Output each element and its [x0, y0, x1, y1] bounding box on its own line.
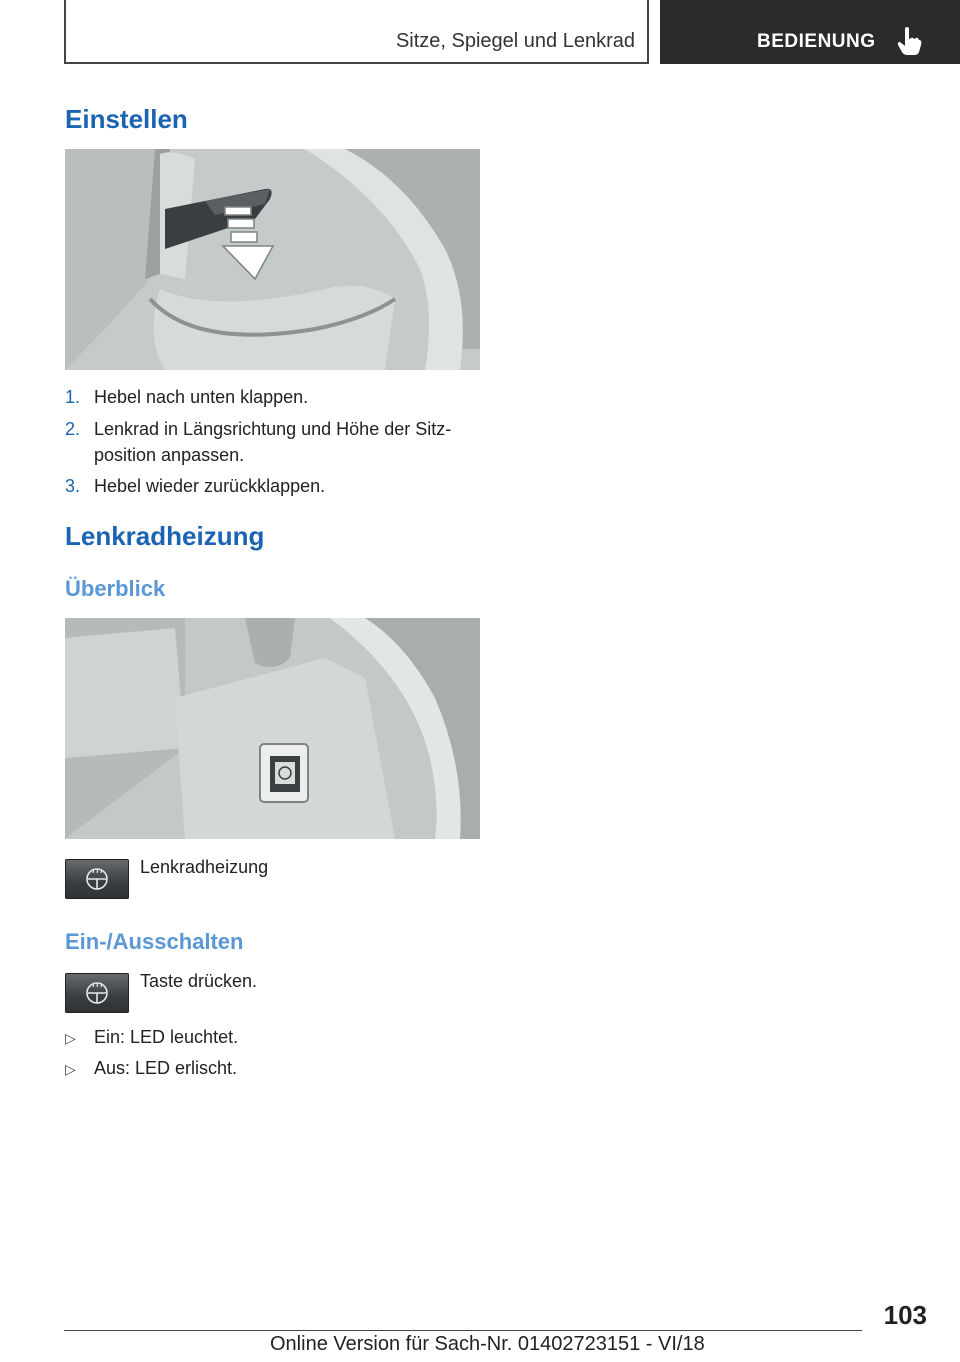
pointing-hand-icon [896, 26, 922, 56]
steering-wheel-heat-icon [85, 981, 109, 1005]
heading-lenkradheizung: Lenkradheizung [65, 521, 265, 551]
triangle-bullet-icon: ▷ [65, 1061, 76, 1077]
header-section-title: Sitze, Spiegel und Lenkrad [395, 30, 635, 52]
header-section-tab [64, 0, 649, 64]
switch-instruction: Taste drücken. [140, 971, 258, 991]
steering-wheel-heating-button-image-2 [65, 973, 129, 1013]
steering-wheel-heat-icon [85, 867, 109, 891]
triangle-bullet-icon: ▷ [65, 1030, 76, 1046]
photo-steering-column-button [65, 618, 480, 839]
header-chapter-tab [660, 0, 960, 64]
heading-ueberblick: Überblick [65, 576, 166, 601]
steering-wheel-heating-button-image [65, 859, 129, 899]
page-number: 103 [883, 1300, 927, 1330]
footer-divider [64, 1330, 862, 1331]
button-caption: Lenkradheizung [140, 857, 269, 877]
photo-steering-lever [65, 149, 480, 370]
heading-einstellen: Einstellen [65, 104, 188, 134]
footer-version-text: Online Version für Sach-Nr. 01402723151 - VI/18 [270, 1333, 705, 1355]
header-chapter-title: BEDIENUNG [757, 31, 876, 52]
heading-ein-ausschalten: Ein-/Ausschalten [65, 929, 244, 954]
